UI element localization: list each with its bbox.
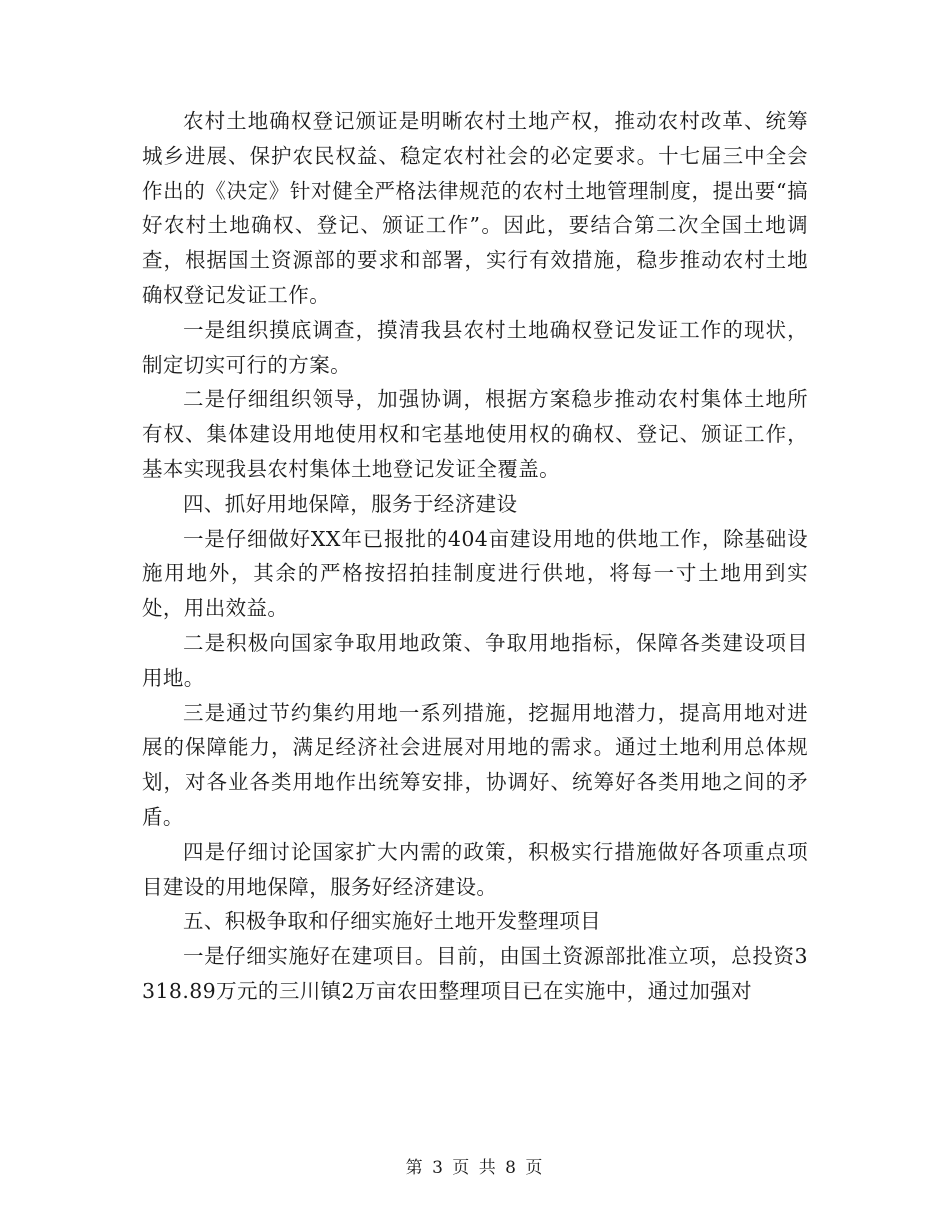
section-heading-4: 四、抓好用地保障，服务于经济建设 [183, 491, 518, 516]
paragraph-5: 一是仔细做好XX年已报批的404亩建设用地的供地工作，除基础设施用地外，其余的严格按招拍挂制度进行供地，将每一寸土地用到实处，用出效益。 [142, 526, 808, 621]
paragraph-2: 一是组织摸底调查，摸清我县农村土地确权登记发证工作的现状，制定切实可行的方案。 [142, 317, 808, 377]
paragraph-6: 二是积极向国家争取用地政策、争取用地指标，保障各类建设项目用地。 [142, 630, 808, 690]
paragraph-8: 四是仔细讨论国家扩大内需的政策，积极实行措施做好各项重点项目建设的用地保障，服务好经济建设。 [142, 839, 808, 899]
paragraph-3: 二是仔细组织领导，加强协调，根据方案稳步推动农村集体土地所有权、集体建设用地使用权和宅基地使用权的确权、登记、颁证工作，基本实现我县农村集体土地登记发证全覆盖。 [142, 387, 808, 481]
paragraph-10: 一是仔细实施好在建项目。目前，由国土资源部批准立项，总投资3318.89万元的三川镇2万亩农田整理项目已在实施中，通过加强对 [142, 944, 808, 1003]
paragraph-7: 三是通过节约集约用地一系列措施，挖掘用地潜力，提高用地对进展的保障能力，满足经济社会进展对用地的需求。通过土地利用总体规划，对各业各类用地作出统筹安排，协调好、统筹好各类用地之间的矛盾。 [142, 700, 808, 829]
document-body [142, 104, 808, 1009]
paragraph-1: 农村土地确权登记颁证是明晰农村土地产权，推动农村改革、统筹城乡进展、保护农民权益、稳定农村社会的必定要求。十七届三中全会作出的《决定》针对健全严格法律规范的农村土地管理制度，提出要“搞好农村土地确权、登记、颁证工作”。因此，要结合第二次全国土地调查，根据国土资源部的要求和部署，实行有效措施，稳步推动农村土地确权登记发证工作。 [142, 109, 808, 307]
page-number-footer: 第 3 页 共 8 页 [405, 1158, 545, 1178]
section-heading-5: 五、积极争取和仔细实施好土地开发整理项目 [183, 909, 601, 934]
